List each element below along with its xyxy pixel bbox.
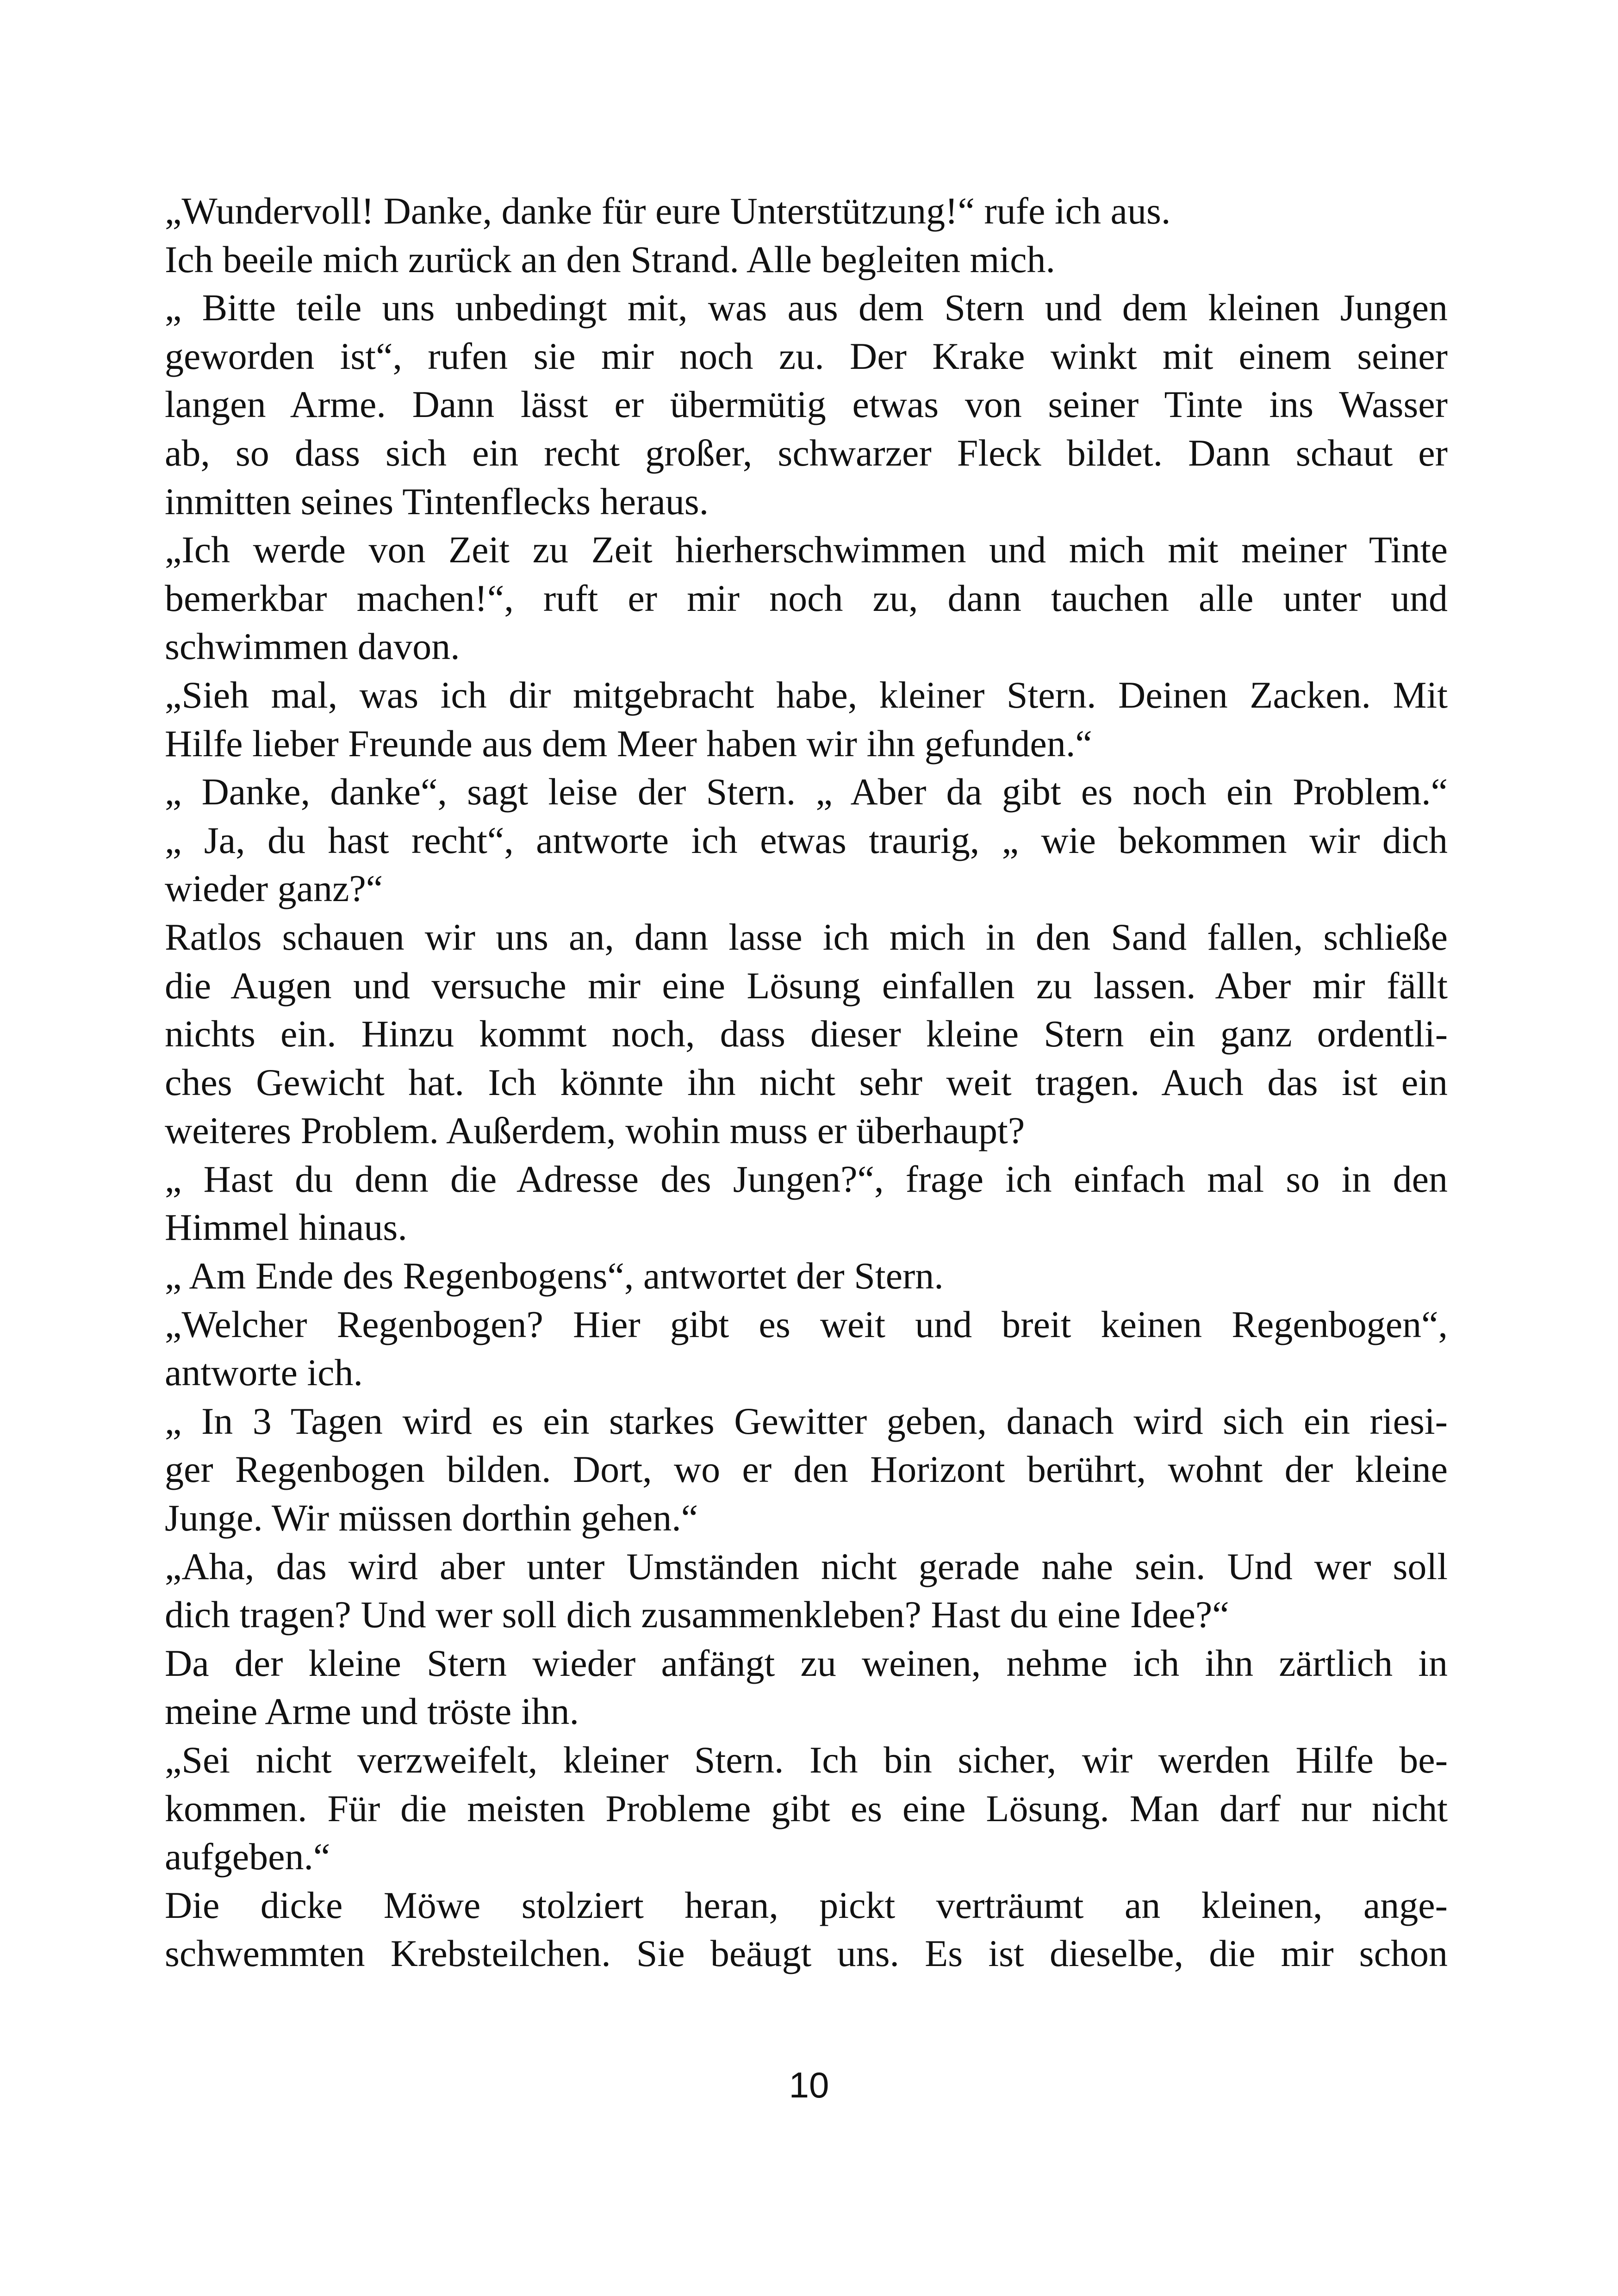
text-line: „Wundervoll! Danke, danke für eure Unterstützung!“ rufe ich aus. xyxy=(165,190,1171,232)
text-line: ger Regenbogen bilden. Dort, wo er den Horizont berührt, wohnt der kleine xyxy=(165,1448,1448,1491)
text-line: langen Arme. Dann lässt er übermütig etwas von seiner Tinte ins Wasser xyxy=(165,383,1448,426)
text-line: ches Gewicht hat. Ich könnte ihn nicht sehr weit tragen. Auch das ist ein xyxy=(165,1061,1448,1103)
text-line: Hilfe lieber Freunde aus dem Meer haben wir ihn gefunden.“ xyxy=(165,722,1092,765)
text-line: Ratlos schauen wir uns an, dann lasse ich mich in den Sand fallen, schließe xyxy=(165,915,1448,958)
body-text xyxy=(165,187,1448,1978)
text-line: „ In 3 Tagen wird es ein starkes Gewitter geben, danach wird sich ein riesi- xyxy=(165,1400,1448,1442)
text-line: ab, so dass sich ein recht großer, schwarzer Fleck bildet. Dann schaut er xyxy=(165,431,1448,474)
text-line: „ Ja, du hast recht“, antworte ich etwas traurig, „ wie bekommen wir dich xyxy=(165,819,1448,861)
page-number: 10 xyxy=(789,2065,829,2105)
text-line: „Welcher Regenbogen? Hier gibt es weit und breit keinen Regenbogen“, xyxy=(165,1303,1448,1345)
text-line: schwemmten Krebsteilchen. Sie beäugt uns. Es ist dieselbe, die mir schon xyxy=(165,1932,1448,1975)
text-line: weiteres Problem. Außerdem, wohin muss er überhaupt? xyxy=(165,1109,1025,1152)
text-line: „Sei nicht verzweifelt, kleiner Stern. Ich bin sicher, wir werden Hilfe be- xyxy=(165,1739,1448,1781)
text-line: antworte ich. xyxy=(165,1351,363,1394)
text-line: schwimmen davon. xyxy=(165,625,460,668)
text-line: Junge. Wir müssen dorthin gehen.“ xyxy=(165,1497,698,1539)
text-line: inmitten seines Tintenflecks heraus. xyxy=(165,480,709,523)
text-line: Himmel hinaus. xyxy=(165,1206,407,1249)
text-line: Die dicke Möwe stolziert heran, pickt verträumt an kleinen, ange- xyxy=(165,1884,1448,1926)
text-line: Da der kleine Stern wieder anfängt zu weinen, nehme ich ihn zärtlich in xyxy=(165,1642,1448,1684)
text-line: kommen. Für die meisten Probleme gibt es eine Lösung. Man darf nur nicht xyxy=(165,1787,1448,1829)
text-line: „ Bitte teile uns unbedingt mit, was aus dem Stern und dem kleinen Jungen xyxy=(165,286,1448,329)
text-line: „ Danke, danke“, sagt leise der Stern. „ Aber da gibt es noch ein Problem.“ xyxy=(165,771,1448,813)
text-line: bemerkbar machen!“, ruft er mir noch zu, dann tauchen alle unter und xyxy=(165,577,1448,619)
text-line: nichts ein. Hinzu kommt noch, dass dieser kleine Stern ein ganz ordentli- xyxy=(165,1013,1448,1055)
text-line: „ Am Ende des Regenbogens“, antwortet der Stern. xyxy=(165,1255,944,1297)
text-line: die Augen und versuche mir eine Lösung einfallen zu lassen. Aber mir fällt xyxy=(165,964,1448,1007)
text-line: Ich beeile mich zurück an den Strand. Alle begleiten mich. xyxy=(165,238,1056,280)
text-line: „Ich werde von Zeit zu Zeit hierherschwimmen und mich mit meiner Tinte xyxy=(165,529,1448,571)
text-line: dich tragen? Und wer soll dich zusammenkleben? Hast du eine Idee?“ xyxy=(165,1593,1229,1636)
text-line: wieder ganz?“ xyxy=(165,867,383,910)
text-line: geworden ist“, rufen sie mir noch zu. Der Krake winkt mit einem seiner xyxy=(165,335,1448,377)
text-line: aufgeben.“ xyxy=(165,1836,330,1878)
text-line: „Aha, das wird aber unter Umständen nicht gerade nahe sein. Und wer soll xyxy=(165,1545,1448,1587)
text-line: „Sieh mal, was ich dir mitgebracht habe, kleiner Stern. Deinen Zacken. Mit xyxy=(165,673,1448,716)
text-line: meine Arme und tröste ihn. xyxy=(165,1690,579,1733)
text-line: „ Hast du denn die Adresse des Jungen?“, frage ich einfach mal so in den xyxy=(165,1157,1448,1200)
